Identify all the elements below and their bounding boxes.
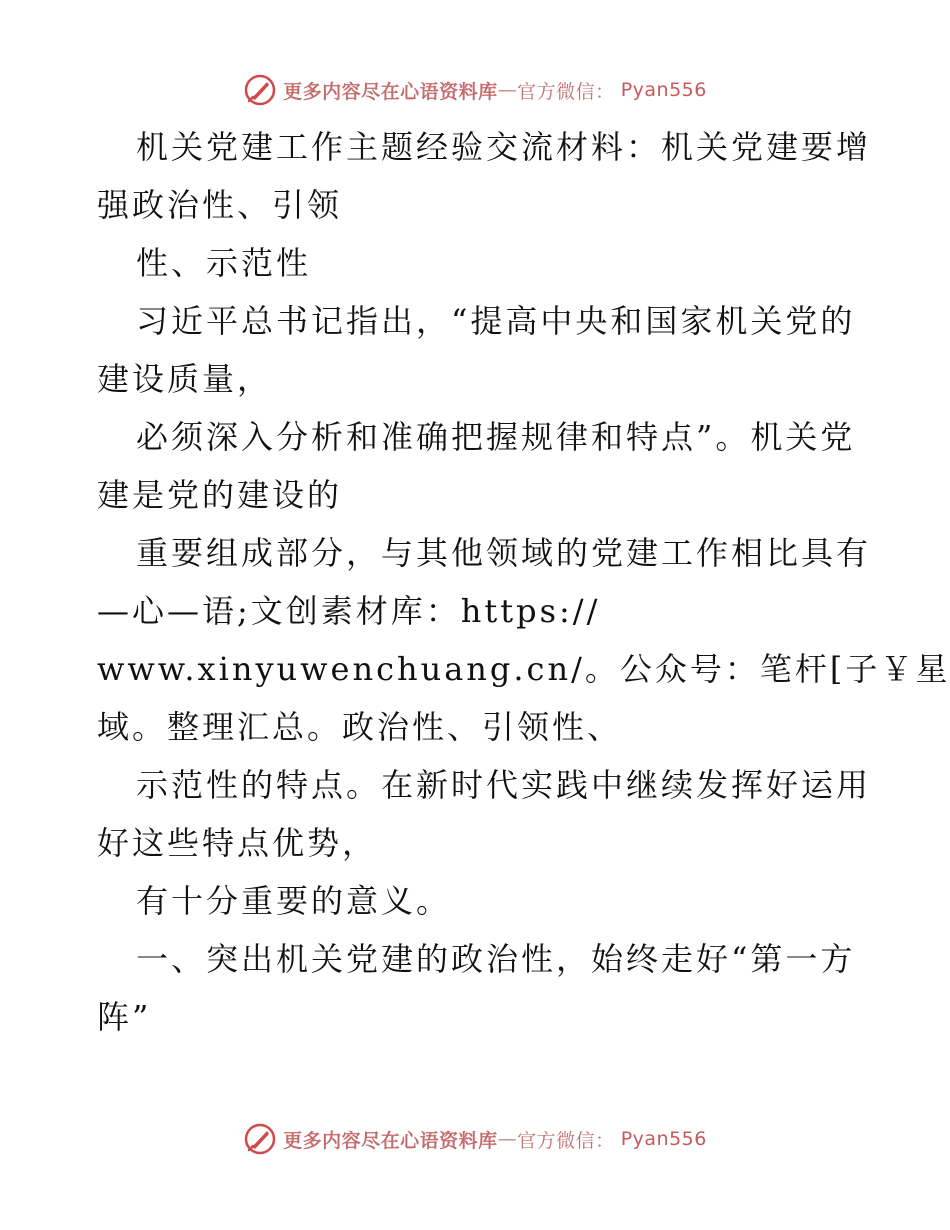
text-line: —心—语;文创素材库：https://	[97, 592, 601, 630]
banner-main-text: 更多内容尽在心语资料库	[283, 80, 498, 103]
text-line: 性、示范性	[136, 244, 312, 282]
feather-pen-logo-icon	[243, 73, 277, 107]
text-line: 示范性的特点。在新时代实践中继续发挥好运用	[136, 766, 872, 804]
text-line: 建是党的建设的	[97, 476, 343, 514]
text-line: 一、突出机关党建的政治性，始终走好“第一方	[136, 940, 856, 978]
text-line: 强政治性、引领	[97, 186, 343, 224]
text-line: www.xinyuwenchuang.cn/。公众号：笔杆[子￥星	[97, 650, 950, 688]
text-line: 有十分重要的意义。	[136, 882, 452, 920]
header-watermark-banner	[0, 68, 950, 112]
banner-dash: —	[497, 1128, 518, 1150]
text-line: 建设质量，	[97, 360, 273, 398]
banner-main-text: 更多内容尽在心语资料库	[283, 1129, 498, 1152]
text-line: 习近平总书记指出，“提高中央和国家机关党的	[136, 302, 856, 340]
text-line: 好这些特点优势，	[97, 824, 378, 862]
banner-wechat-label: 官方微信：	[517, 1129, 615, 1152]
document-body	[97, 118, 950, 1046]
text-line: 阵”	[97, 998, 152, 1036]
text-line: 重要组成部分，与其他领域的党建工作相比具有	[136, 534, 872, 572]
feather-pen-logo-icon	[243, 1122, 277, 1156]
text-line: 机关党建工作主题经验交流材料：机关党建要增	[136, 128, 872, 166]
banner-wechat-label: 官方微信：	[517, 80, 615, 103]
banner-dash: —	[497, 79, 518, 101]
footer-watermark-banner	[0, 1117, 950, 1161]
text-line: 域。整理汇总。政治性、引领性、	[97, 708, 623, 746]
banner-wechat-id: Pyan556	[620, 1128, 707, 1150]
text-line: 必须深入分析和准确把握规律和特点”。机关党	[136, 418, 856, 456]
banner-wechat-id: Pyan556	[620, 79, 707, 101]
